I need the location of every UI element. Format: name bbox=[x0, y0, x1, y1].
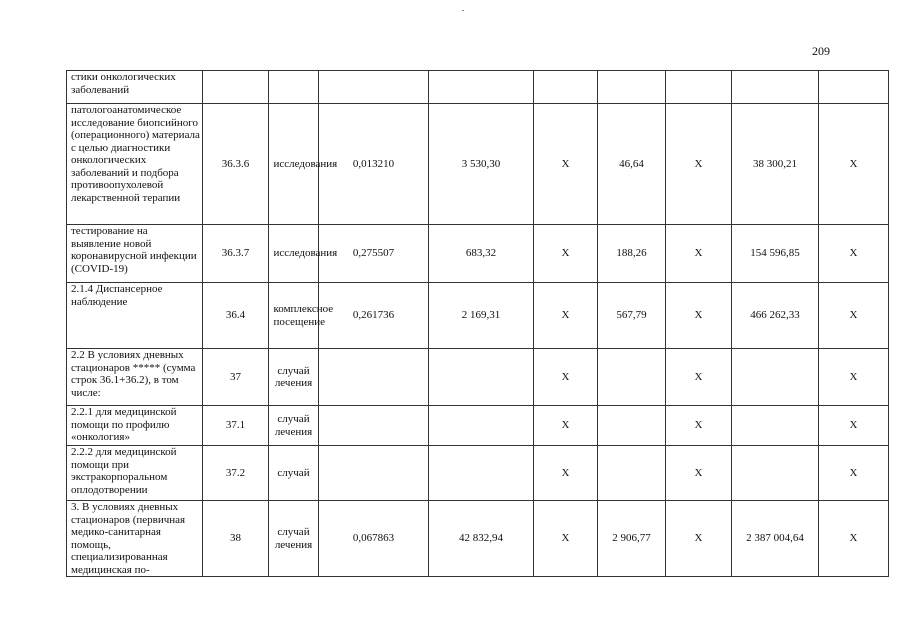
cost-value-cell: 42 832,94 bbox=[429, 501, 534, 577]
x-mark-cell: X bbox=[819, 501, 889, 577]
total-value-cell bbox=[732, 406, 819, 446]
norm-value-cell: 0,275507 bbox=[319, 225, 429, 283]
row-name-cell: 2.2.1 для медицинской помощи по профилю «онкология» bbox=[67, 406, 203, 446]
unit-cell bbox=[269, 71, 319, 104]
x-mark-cell: X bbox=[534, 283, 598, 349]
x-mark-cell: X bbox=[666, 225, 732, 283]
per-capita-cell: 567,79 bbox=[598, 283, 666, 349]
norm-value-cell bbox=[319, 71, 429, 104]
x-mark-cell bbox=[819, 71, 889, 104]
row-name-cell: 3. В условиях дневных стационаров (первичная медико-санитарная помощь, специализированная медицинская по- bbox=[67, 501, 203, 577]
total-value-cell: 2 387 004,64 bbox=[732, 501, 819, 577]
row-code-cell: 37.2 bbox=[203, 446, 269, 501]
x-mark-cell: X bbox=[666, 406, 732, 446]
row-code-cell bbox=[203, 71, 269, 104]
x-mark-cell: X bbox=[819, 349, 889, 406]
table-row bbox=[67, 283, 889, 349]
x-mark-cell bbox=[666, 71, 732, 104]
row-code-cell: 36.3.6 bbox=[203, 104, 269, 225]
per-capita-cell bbox=[598, 406, 666, 446]
total-value-cell bbox=[732, 446, 819, 501]
norm-value-cell: 0,013210 bbox=[319, 104, 429, 225]
x-mark-cell: X bbox=[534, 406, 598, 446]
unit-label: случай bbox=[277, 466, 310, 479]
x-mark-cell: X bbox=[666, 501, 732, 577]
norm-value-cell: 0,067863 bbox=[319, 501, 429, 577]
row-code-cell: 37 bbox=[203, 349, 269, 406]
cost-value-cell bbox=[429, 446, 534, 501]
row-name-cell: 2.1.4 Диспансерное наблюдение bbox=[67, 283, 203, 349]
table-row bbox=[67, 446, 889, 501]
unit-cell bbox=[269, 501, 319, 577]
norm-value-cell bbox=[319, 349, 429, 406]
cost-value-cell bbox=[429, 406, 534, 446]
per-capita-cell: 46,64 bbox=[598, 104, 666, 225]
row-code-cell: 36.3.7 bbox=[203, 225, 269, 283]
cost-value-cell bbox=[429, 71, 534, 104]
cost-value-cell: 683,32 bbox=[429, 225, 534, 283]
table-row bbox=[67, 71, 889, 104]
unit-cell bbox=[269, 104, 338, 225]
total-value-cell: 466 262,33 bbox=[732, 283, 819, 349]
row-name-cell: 2.2.2 для медицинской помощи при экстракорпоральном оплодотворении bbox=[67, 446, 203, 501]
row-name-cell: патологоанатомическое исследование биопсийного (операционного) материала с целью диагностики онкологических заболеваний и подбора противоопухолевой лекарственной терапии bbox=[67, 104, 203, 225]
total-value-cell bbox=[732, 349, 819, 406]
unit-cell bbox=[269, 225, 338, 283]
x-mark-cell: X bbox=[819, 225, 889, 283]
row-code-cell: 38 bbox=[203, 501, 269, 577]
unit-cell bbox=[269, 406, 319, 446]
cost-value-cell: 2 169,31 bbox=[429, 283, 534, 349]
total-value-cell bbox=[732, 71, 819, 104]
unit-cell bbox=[269, 446, 319, 501]
x-mark-cell bbox=[534, 71, 598, 104]
row-code-cell: 36.4 bbox=[203, 283, 269, 349]
table-row bbox=[67, 349, 889, 406]
per-capita-cell bbox=[598, 349, 666, 406]
unit-label: случай лечения bbox=[274, 413, 313, 438]
row-name-cell: стики онкологических заболеваний bbox=[67, 71, 203, 104]
per-capita-cell bbox=[598, 71, 666, 104]
norm-value-cell bbox=[319, 406, 429, 446]
x-mark-cell: X bbox=[534, 349, 598, 406]
norm-value-cell bbox=[319, 446, 429, 501]
x-mark-cell: X bbox=[534, 225, 598, 283]
x-mark-cell: X bbox=[819, 446, 889, 501]
table-row bbox=[67, 225, 889, 283]
x-mark-cell: X bbox=[819, 406, 889, 446]
cost-value-cell: 3 530,30 bbox=[429, 104, 534, 225]
norms-table bbox=[66, 70, 889, 577]
unit-cell bbox=[269, 349, 319, 406]
total-value-cell: 154 596,85 bbox=[732, 225, 819, 283]
scan-speck bbox=[462, 10, 464, 11]
x-mark-cell: X bbox=[534, 501, 598, 577]
unit-label: комплексное посещение bbox=[273, 303, 334, 328]
x-mark-cell: X bbox=[534, 104, 598, 225]
table-row bbox=[67, 104, 889, 225]
unit-label: исследования bbox=[273, 157, 338, 170]
table-row bbox=[67, 406, 889, 446]
per-capita-cell bbox=[598, 446, 666, 501]
unit-label: исследования bbox=[273, 247, 338, 260]
x-mark-cell: X bbox=[666, 349, 732, 406]
per-capita-cell: 2 906,77 bbox=[598, 501, 666, 577]
x-mark-cell: X bbox=[666, 104, 732, 225]
cost-value-cell bbox=[429, 349, 534, 406]
x-mark-cell: X bbox=[819, 104, 889, 225]
row-name-cell: тестирование на выявление новой коронавирусной инфекции (COVID-19) bbox=[67, 225, 203, 283]
unit-label: случай лечения bbox=[274, 364, 313, 389]
x-mark-cell: X bbox=[666, 446, 732, 501]
table-body bbox=[67, 71, 889, 577]
row-name-cell: 2.2 В условиях дневных стационаров ***** (сумма строк 36.1+36.2), в том числе: bbox=[67, 349, 203, 406]
table-row bbox=[67, 501, 889, 577]
per-capita-cell: 188,26 bbox=[598, 225, 666, 283]
x-mark-cell: X bbox=[819, 283, 889, 349]
page-number: 209 bbox=[812, 44, 830, 58]
total-value-cell: 38 300,21 bbox=[732, 104, 819, 225]
unit-label: случай лечения bbox=[274, 526, 313, 551]
unit-cell bbox=[269, 283, 334, 349]
x-mark-cell: X bbox=[534, 446, 598, 501]
row-code-cell: 37.1 bbox=[203, 406, 269, 446]
norm-value-cell: 0,261736 bbox=[319, 283, 429, 349]
x-mark-cell: X bbox=[666, 283, 732, 349]
